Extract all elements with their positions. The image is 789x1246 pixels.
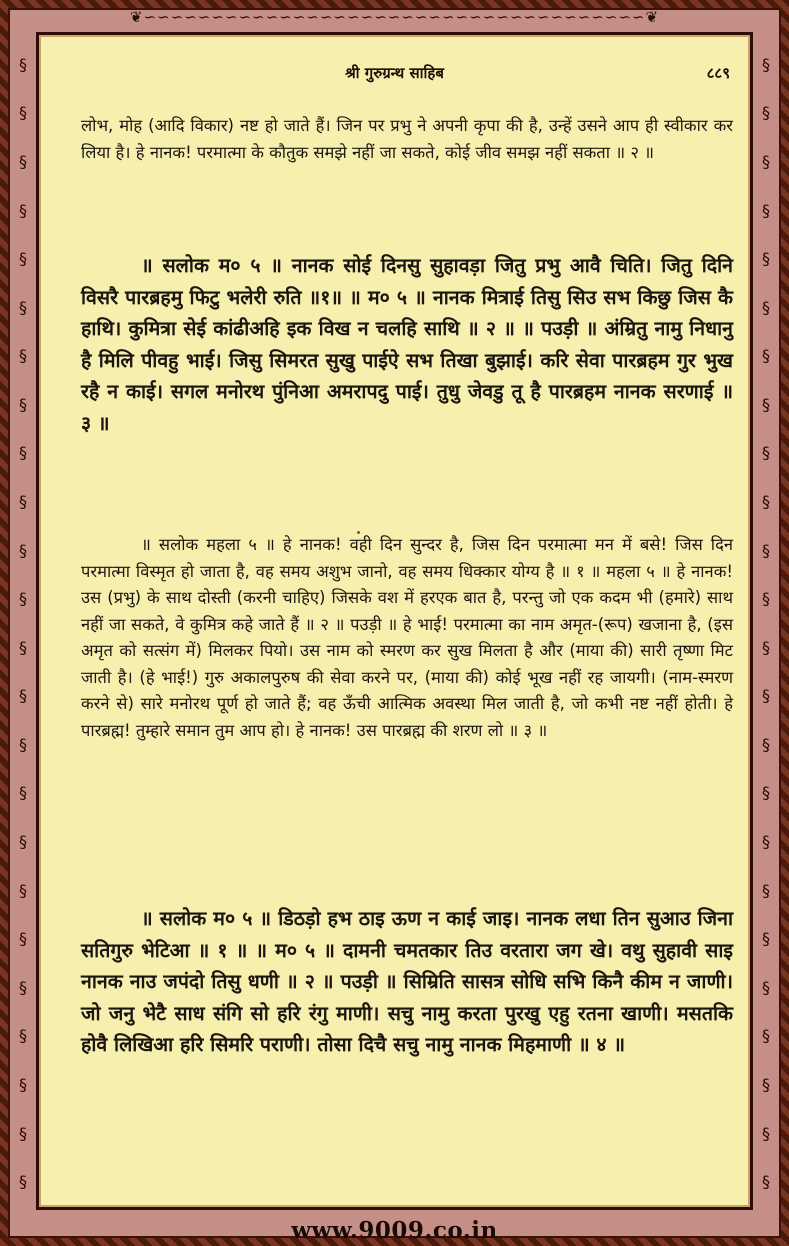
gurbani-paragraph-2 (81, 903, 733, 1061)
website-url[interactable]: www.9009.co.in (291, 1217, 498, 1244)
paragraph-text: ॥ सलोक महला ५ ॥ हे नानक! वही दिन सुन्दर है, जिस दिन परमात्मा मन में बसे! जिस दिन परमात्मा विस्मृत हो जाता है, वह समय अशुभ जानो, वह समय धिक्कार योग्य है ॥ १ ॥ महला ५ ॥ हे नानक! उस (प्रभु) के साथ दोस्ती (करनी चाहिए) जिसके वश में हरएक बात है, परन्तु जो एक कदम भी (हमारे) साथ नहीं जा सकते, वे कुमित्र कहे जाते हैं ॥ २ ॥ पउड़ी ॥ हे भाई! परमात्मा का नाम अमृत-(रूप) खजाना है, (इस अमृत को सत्संग में) मिलकर पियो। उस नाम को स्मरण कर सुख मिलता है और (माया की) सारी तृष्णा मिट जाती है। (हे भाई!) गुरु अकालपुरुष की सेवा करने पर, (माया की) कोई भूख नहीं रह जायगी। (नाम-स्मरण करने से) सारे मनोरथ पूर्ण हो जाते हैं; वह ऊँची आत्मिक अवस्था मिल जाती है, जो कभी नष्ट नहीं होती। हे पारब्रह्म! तुम्हारे समान तुम आप हो। हे नानक! उस पारब्रह्म की शरण लो ॥ ३ ॥ (81, 535, 733, 740)
translation-paragraph-2 (81, 532, 733, 744)
border-ornament-right: § § § § § § § § § § § § § § § § § § § § § § § § (762, 54, 770, 1192)
page-title: श्री गुरुग्रन्थ साहिब (345, 64, 444, 82)
scripture-page (36, 32, 753, 1210)
translation-paragraph-1 (81, 113, 733, 166)
page-header (39, 63, 750, 87)
paragraph-text: लोभ, मोह (आदि विकार) नष्ट हो जाते हैं। जिन पर प्रभु ने अपनी कृपा की है, उन्हें उसने आप ही स्वीकार कर लिया है। हे नानक! परमात्मा के कौतुक समझे नहीं जा सकते, कोई जीव समझ नहीं सकता ॥ २ ॥ (81, 116, 733, 162)
border-ornament-left: § § § § § § § § § § § § § § § § § § § § § § § § (19, 54, 27, 1192)
page-number: ८८९ (706, 64, 730, 82)
paragraph-text: ॥ सलोक म० ५ ॥ नानक सोई दिनसु सुहावड़ा जितु प्रभु आवै चिति। जितु दिनि विसरै पारब्रहमु फिटु भलेरी रुति ॥१॥ ॥ म० ५ ॥ नानक मित्राई तिसु सिउ सभ किछु जिस कै हाथि। कुमित्रा सेई कांढीअहि इक विख न चलहि साथि ॥ २ ॥ ॥ पउड़ी ॥ अंम्रितु नामु निधानु है मिलि पीवहु भाई। जिसु सिमरत सुखु पाईऐ सभ तिखा बुझाई। करि सेवा पारब्रहम गुर भुख रहै न काई। सगल मनोरथ पुंनिआ अमरापदु पाई। तुधु जेवडु तू है पारब्रहम नानक सरणाई ॥ ३ ॥ (81, 254, 733, 435)
paragraph-text: ॥ सलोक म० ५ ॥ डिठड़ो हभ ठाइ ऊण न काई जाइ। नानक लधा तिन सुआउ जिना सतिगुरु भेटिआ ॥ १ ॥ ॥ म० ५ ॥ दामनी चमतकार तिउ वरतारा जग खे। वथु सुहावी साइ नानक नाउ जपंदो तिसु धणी ॥ २ ॥ पउड़ी ॥ सिम्रिति सासत्र सोधि सभि किनै कीम न जाणी। जो जनु भेटै साध संगि सो हरि रंगु माणी। सचु नामु करता पुरखु एहु रतना खाणी। मसतकि होवै लिखिआ हरि सिमरि पराणी। तोसा दिचै सचु नामु नानक मिहमाणी ॥ ४ ॥ (81, 907, 733, 1056)
border-ornament-top: ❦∽∽∽∽∽∽∽∽∽∽∽∽∽∽∽∽∽∽∽∽∽∽∽∽∽∽∽∽∽∽∽∽∽∽∽∽∽❦ (129, 8, 660, 26)
gurbani-paragraph-1 (81, 250, 733, 439)
